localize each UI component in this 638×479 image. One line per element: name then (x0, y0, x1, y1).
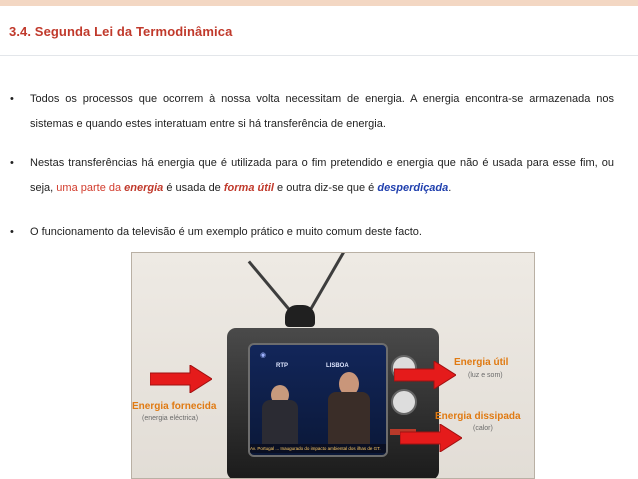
arrow-useful-icon (394, 361, 456, 389)
bullet-2-red1: uma parte da (56, 182, 125, 194)
sub-energia-electrica: (energia eléctrica) (142, 415, 199, 422)
title-divider (0, 55, 638, 56)
bullet-2-part4: . (448, 182, 452, 194)
slide-title: 3.4. Segunda Lei da Termodinâmica (9, 24, 233, 39)
bullet-2-part2: é usada de (163, 182, 224, 194)
label-energia-dissipada: Energia dissipada (435, 411, 521, 422)
sub-calor: (calor) (473, 425, 493, 432)
bullet-2-part3: e outra diz-se que é (274, 182, 378, 194)
top-accent-bar (0, 0, 638, 6)
bullet-2-part1: Nestas transferências há energia que é utilizada para o fim pretendido e energia que não é usada para esse fim, ou seja, (30, 157, 614, 194)
screen-city: LISBOA (326, 363, 349, 369)
bullet-3-text: O funcionamento da televisão é um exemplo prático e muito comum deste facto. (30, 226, 422, 238)
screen-ticker: Av. Portugal ... Inaugurado do impacto ambiental dos ilhas de GT. (250, 444, 386, 453)
arrow-input-icon (150, 365, 212, 393)
label-energia-fornecida: Energia fornecida (132, 401, 217, 412)
bullet-dot: • (10, 157, 14, 169)
news-anchor-woman (328, 392, 370, 444)
channel-logo-icon: ◉ (260, 352, 267, 359)
bullet-2 (10, 151, 614, 201)
bullet-dot: • (10, 93, 14, 105)
label-energia-util: Energia útil (454, 357, 509, 368)
bullet-2-energia: energia (124, 182, 164, 194)
tv-energy-figure (131, 252, 535, 479)
screen-channel: RTP (276, 363, 288, 369)
sub-luz-e-som: (luz e som) (468, 372, 503, 379)
tv-antenna-right (309, 252, 361, 311)
tv-knob-bottom (391, 389, 417, 415)
arrow-dissipated-icon (400, 424, 462, 452)
bullet-dot: • (10, 226, 14, 238)
bullet-2-desperdicada: desperdiçada (377, 182, 449, 194)
bullet-2-forma-util: forma útil (223, 182, 274, 194)
bullet-1 (10, 87, 614, 137)
bullet-2-text (30, 151, 614, 201)
tv-antenna-left (248, 261, 291, 312)
news-anchor-man (262, 400, 298, 444)
bullet-3 (10, 220, 614, 245)
tv-antenna-base (285, 305, 315, 327)
bullet-1-text: Todos os processos que ocorrem à nossa volta necessitam de energia. A energia encontra-se armazenada nos sistemas e quando estes interatuam entre si há transferência de energia. (30, 93, 614, 130)
tv-screen (248, 343, 388, 457)
